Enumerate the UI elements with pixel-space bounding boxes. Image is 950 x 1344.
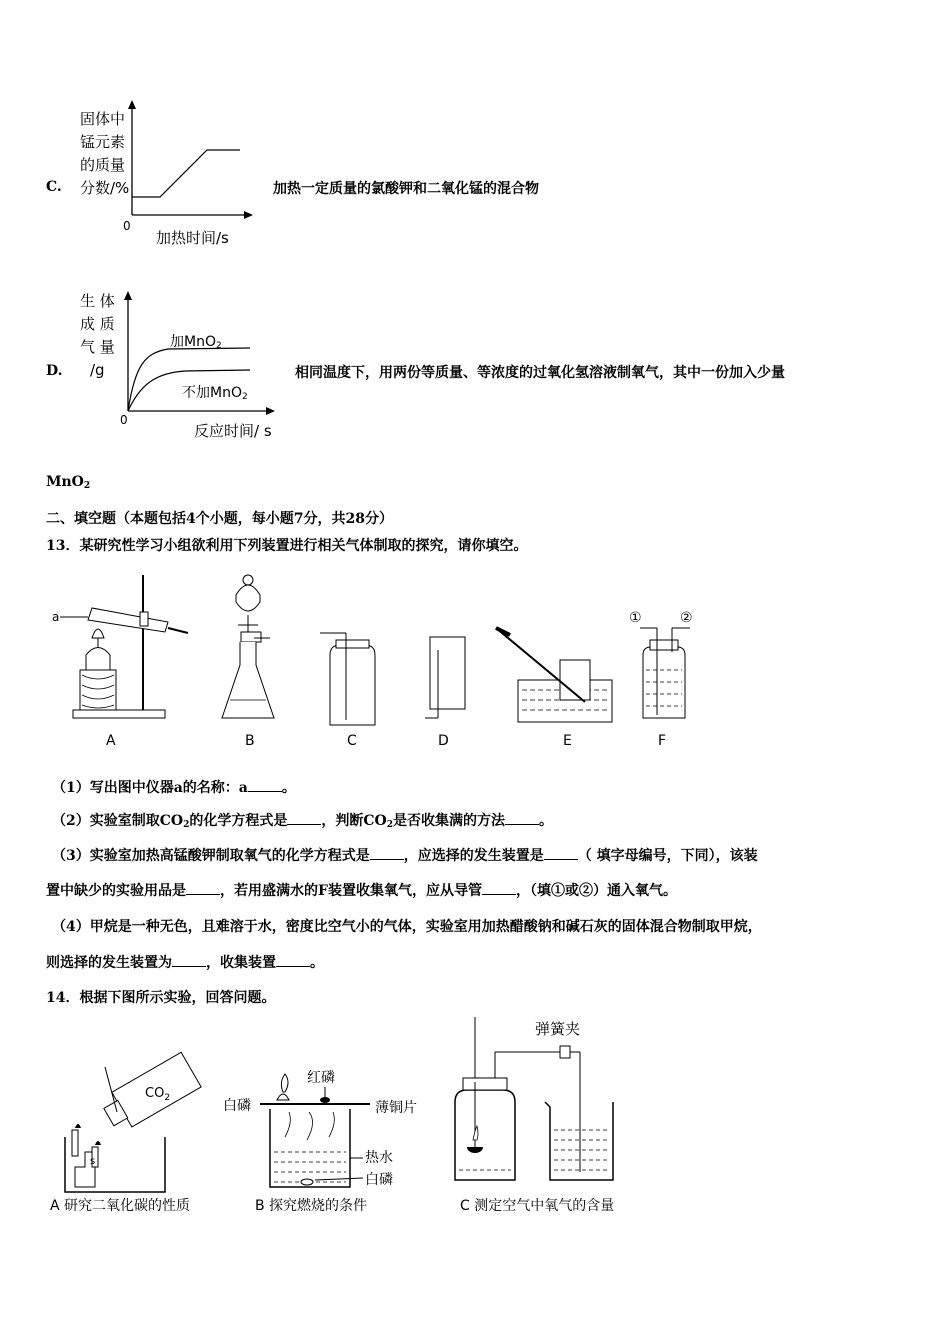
section-heading: 二、填空题（本题包括4个小题，每小题7分，共28分） [46,511,393,527]
curve [132,150,240,197]
apparatus-b [222,575,274,749]
apparatus-label: F [658,733,667,749]
q13-part3-cont: 置中缺少的实验用品是 ，若用盛满水的F装置收集氧气，应从导管 ，（填①或②）通入氧气。 [46,883,677,899]
q13-stem: 13．某研究性学习小组欲利用下列装置进行相关气体制取的探究，请你填空。 [46,538,528,554]
ylabel-line: /g [90,361,105,379]
origin-label: 0 [120,413,128,427]
label-a: a [52,610,60,624]
option-d-desc: 相同温度下，用两份等质量、等浓度的过氧化氢溶液制氧气，其中一份加入少量 [295,365,785,381]
q14-stem: 14．根据下图所示实验，回答问题。 [46,990,276,1006]
answer-blank[interactable] [276,954,310,967]
q13-part1: （1）写出图中仪器a的名称：a 。 [52,780,296,796]
q13-part4: （4）甲烷是一种无色，且难溶于水，密度比空气小的气体，实验室用加热醋酸钠和碱石灰的固体混合物制取甲烷， [52,919,762,935]
option-d-xlabel: 反应时间/ s [194,422,272,440]
answer-blank[interactable] [370,847,404,860]
option-d-letter: D. [46,363,63,379]
apparatus-label: E [563,733,572,749]
label-white-p: 白磷 [223,1098,251,1114]
ylabel-line: 锰元素 [80,133,126,151]
port-label: ② [680,610,693,626]
label-red-p: 红磷 [307,1070,335,1086]
apparatus-e [496,628,612,749]
apparatus-f [629,610,693,749]
origin-label: 0 [123,219,131,233]
option-d-graph [110,285,285,425]
answer-blank[interactable] [482,882,516,895]
caption-c: C 测定空气中氧气的含量 [460,1198,615,1214]
label-clamp: 弹簧夹 [535,1020,581,1038]
apparatus-label: C [347,733,357,749]
answer-blank[interactable] [172,954,206,967]
apparatus-label: A [106,733,116,749]
experiment-b [223,1069,417,1214]
apparatus-label: B [245,733,255,749]
label-white-p2: 白磷 [365,1172,393,1188]
answer-blank[interactable] [287,812,321,825]
q14-figure [45,1012,665,1222]
ylabel-line: 固体中 [80,110,126,128]
apparatus-label: D [438,733,449,749]
option-c-desc: 加热一定质量的氯酸钾和二氧化锰的混合物 [273,181,539,197]
experiment-a [50,1052,201,1214]
co2-label: $CO_2$ [145,1086,171,1103]
x-axis-arrow [266,407,275,415]
answer-blank[interactable] [544,847,578,860]
option-c-letter: C. [46,179,62,195]
apparatus-d [425,637,465,749]
label-copper: 薄铜片 [375,1100,417,1116]
caption-b: B 探究燃烧的条件 [255,1198,368,1214]
ylabel-line: 成 质 [80,315,115,333]
apparatus-c [320,633,375,749]
label-s: s [90,1156,96,1167]
x-axis-arrow [244,211,253,219]
ylabel-line: 气 量 [80,338,115,356]
experiment-c [455,1017,614,1214]
y-axis-arrow [124,291,132,300]
q13-apparatus-figure [40,560,710,755]
ylabel-line: 分数/% [80,179,130,197]
q13-part2: （2）实验室制取$CO_2$的化学方程式是 ，判断$CO_2$是否收集满的方法 。 [52,813,553,830]
option-d-desc-cont: MnO$_2$ [46,474,91,491]
answer-blank[interactable] [186,882,220,895]
y-axis-arrow [128,100,136,109]
ylabel-line: 的质量 [80,156,126,174]
answer-blank[interactable] [505,812,539,825]
curve-label-without: 不加MnO$_2$ [182,385,248,402]
port-label: ① [629,610,642,626]
apparatus-a [52,575,188,749]
ylabel-line: 生 体 [80,292,115,310]
caption-a: A 研究二氧化碳的性质 [50,1198,191,1214]
curve-label-with: 加MnO$_2$ [170,334,222,351]
option-c-xlabel: 加热时间/s [156,229,229,247]
q13-part4-cont: 则选择的发生装置为 ，收集装置 。 [46,955,324,971]
q13-part3: （3）实验室加热高锰酸钾制取氧气的化学方程式是 ，应选择的发生装置是 （ 填字母编号，下同），该装 [52,848,758,864]
label-hot-water: 热水 [365,1150,393,1166]
answer-blank[interactable] [248,779,282,792]
